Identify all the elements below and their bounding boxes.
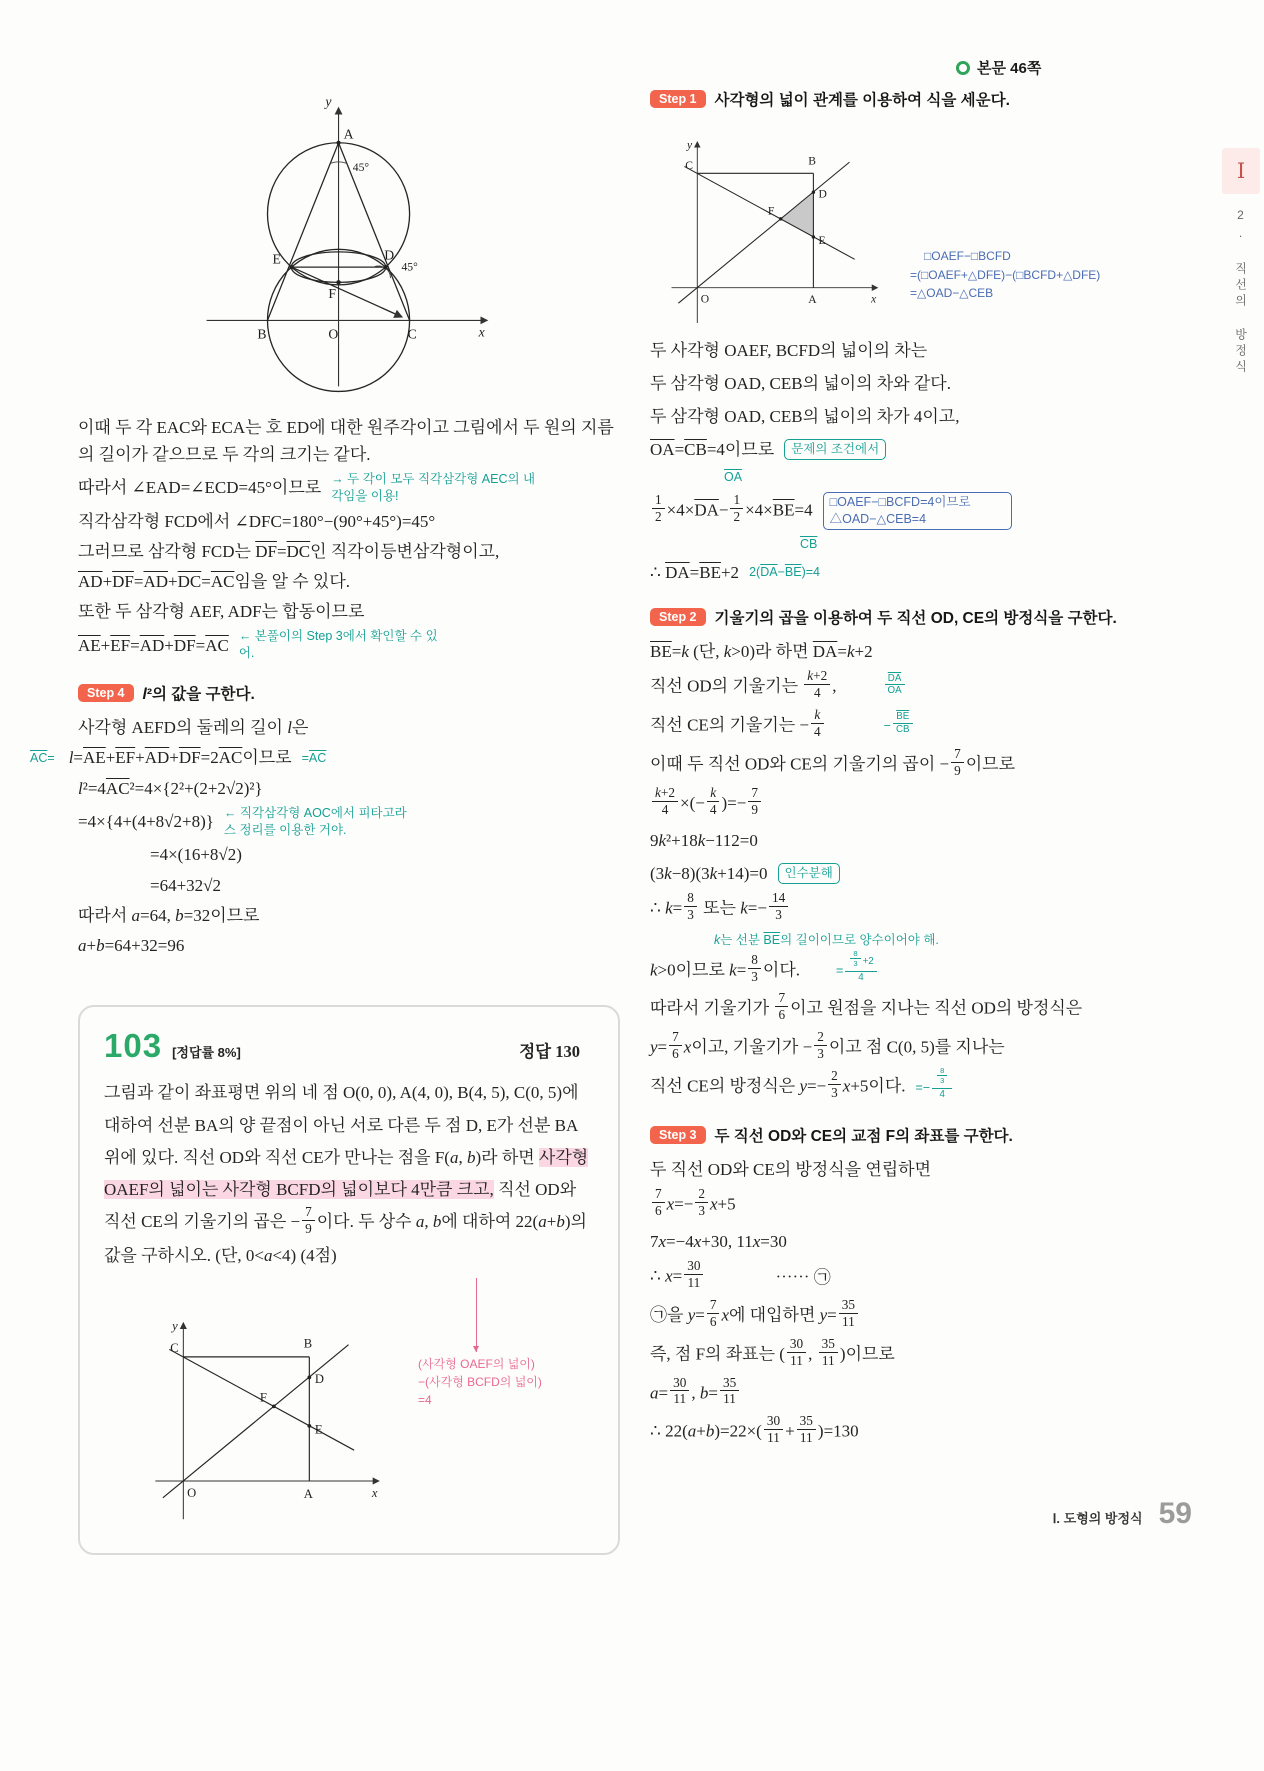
point-label-D: D <box>314 1371 325 1386</box>
solution-line: $\overline{AE}+\overline{EF}=\overline{AD}+\overline{DF}=\overline{AC}$ <box>78 635 229 655</box>
math-line: ∴ 22(a+b)=22×( $\frac{30}{11}$ + $\frac{35}{11}$ )=130 <box>650 1413 859 1446</box>
math-line: $\frac{7}{6}$ x=− $\frac{2}{3}$ x+5 <box>650 1189 1198 1222</box>
point-label-O: O <box>328 326 339 342</box>
math-line: ∴ x= $\frac{30}{11}$ <box>650 1261 705 1294</box>
point-label-E: E <box>818 233 826 247</box>
annotation: → 두 각이 모두 직각삼각형 AEC의 내각임을 이용! <box>331 471 536 503</box>
annotation: $\frac{\overline{DA}}{OA}$ <box>883 676 907 700</box>
point-label-B: B <box>303 1336 313 1351</box>
math-line: a= $\frac{30}{11}$ , b= $\frac{35}{11}$ <box>650 1378 1198 1411</box>
pink-arrow <box>476 1278 478 1352</box>
step2-badge: Step 2 <box>650 608 706 626</box>
point-label-E: E <box>272 251 281 267</box>
step4-badge: Step 4 <box>78 684 134 702</box>
note-line: =(□OAEF+△DFE)−(□BCFD+△DFE) <box>910 267 1101 282</box>
area-note-line: −(사각형 BCFD의 넓이) <box>418 1375 542 1390</box>
math-line: $\overline{OA}=\overline{CB}=4$이므로 <box>650 440 775 460</box>
point-label-F: F <box>259 1390 267 1405</box>
solution-line: 따라서 ∠EAD=∠ECD=45°이므로 <box>78 478 322 498</box>
angle-label-d: 45° <box>401 260 418 274</box>
math-line: 직선 CE의 기울기는 − $\frac{k}{4}$ <box>650 710 826 743</box>
note-line: =△OAD−△CEB <box>910 286 994 301</box>
point-label-C: C <box>407 326 417 342</box>
left-column <box>30 88 620 1555</box>
solution-line: 두 삼각형 OAD, CEB의 넓이의 차가 4이고, <box>650 407 960 427</box>
problem-text: 그림과 같이 좌표평면 위의 네 점 O(0, 0), A(4, 0), B(4, 5), C(0, 5)에 대하여 선분 BA의 양 끝점이 아닌 서로 다른 두 점 D, E가 선분 BA 위에 있다. 직선 OD와 직선 CE가 만나는 점을 F(a, b)라 하면 <box>104 1083 579 1167</box>
target-icon <box>956 61 970 75</box>
point-label-O: O <box>187 1485 197 1500</box>
point-label-F: F <box>328 286 337 302</box>
point-label-A: A <box>303 1486 313 1501</box>
figure-coordinate-problem <box>132 1299 412 1528</box>
solution-line: 따라서 a=64, b=32이므로 <box>78 905 260 925</box>
point-label-D: D <box>384 247 395 263</box>
area-difference-note <box>418 1278 542 1409</box>
step1-figure-row <box>650 120 1198 331</box>
axis-label-y: y <box>686 138 693 152</box>
annotation: $\overline{AC}=$ <box>30 750 55 765</box>
math-line: 이때 두 직선 OD와 CE의 기울기의 곱이 − $\frac{7}{9}$ 이므로 <box>650 745 1016 778</box>
point-label-B: B <box>257 326 267 342</box>
step3-heading <box>650 1124 1198 1146</box>
figure-two-circles-wrap <box>168 92 620 402</box>
axis-label-x: x <box>478 324 485 340</box>
solution-line: 직각삼각형 FCD에서 ∠DFC=180°−(90°+45°)=45° <box>78 511 436 531</box>
annotation: k는 선분 $\overline{BE}$의 길이이므로 양수이어야 해. <box>714 932 939 947</box>
figure-two-circles <box>168 92 503 397</box>
axis-label-y: y <box>325 94 332 110</box>
page-reference <box>956 57 1041 78</box>
point-label-A: A <box>343 126 354 142</box>
math-line: 9k²+18k−112=0 <box>650 830 758 850</box>
page-footer <box>0 1497 1192 1531</box>
axis-label-x: x <box>871 292 877 306</box>
math-line: 직선 OD의 기울기는 $\frac{k+2}{4}$ , <box>650 668 837 701</box>
annotation: ← 본풀이의 Step 3에서 확인할 수 있어. <box>238 629 438 661</box>
math-line: y= $\frac{7}{6}$ x이고, 기울기가 − $\frac{2}{3}$ 이고 점 C(0, 5)를 지나는 <box>650 1029 1005 1062</box>
math-line: 즉, 점 F의 좌표는 ( $\frac{30}{11}$ , $\frac{35}{11}$ )이므로 <box>650 1335 895 1368</box>
annotation: ← 직각삼각형 AOC에서 피타고라스 정리를 이용한 거야. <box>223 805 407 837</box>
math-line: $\frac{k+2}{4}$ ×(− $\frac{k}{4}$ )=− $\frac{7}{9}$ <box>650 788 1198 821</box>
math-line: k>0이므로 k= $\frac{8}{3}$ 이다. <box>650 951 801 984</box>
solution-line: 그러므로 삼각형 FCD는 $\overline{DF}=\overline{DC}$인 직각이등변삼각형이고, <box>78 541 500 561</box>
chapter-tab-label: 2. 직선의 방정식 <box>1233 208 1248 376</box>
solution-line: 두 삼각형 OAD, CEB의 넓이의 차와 같다. <box>650 373 951 393</box>
math-line: $l^2=4\overline{AC}^2=4\times\{2^2+(2+2√2)^2\}$ <box>78 778 263 798</box>
solution-paragraph: 이때 두 각 EAC와 ECA는 호 ED에 대한 원주각이고 그림에서 두 원의 지름의 길이가 같으므로 두 각의 크기는 같다. <box>78 417 614 464</box>
problem-body <box>104 1077 594 1272</box>
annotation: $=\overline{AC}$ <box>301 750 327 765</box>
math-line: =64+32√2 <box>150 875 222 895</box>
math-line: $l=\overline{AE}+\overline{EF}+\overline{AD}+\overline{DF}=2\overline{AC}$이므로 <box>68 748 292 768</box>
problem-header <box>104 1027 594 1065</box>
solution-line: $\overline{AD}+\overline{DF}=\overline{AD}+\overline{DC}=\overline{AC}$임을 알 수 있다. <box>78 572 351 592</box>
math-line: =4×{4+(4+8√2+8)} <box>78 812 214 831</box>
point-label-F: F <box>767 204 775 218</box>
point-label-D: D <box>818 187 827 201</box>
solution-line: 사각형 AEFD의 둘레의 길이 l은 <box>78 718 309 738</box>
solution-line: 두 직선 OD와 CE의 방정식을 연립하면 <box>650 1159 932 1179</box>
point-label-B: B <box>808 154 816 168</box>
right-column <box>650 88 1198 1455</box>
problem-figure-row <box>104 1278 594 1527</box>
annotation: $2(\overline{DA}-\overline{BE})=4$ <box>749 565 820 580</box>
point-label-E: E <box>314 1421 323 1436</box>
problem-number: 103 <box>104 1027 163 1065</box>
annotation: 문제의 조건에서 <box>784 439 886 460</box>
math-line: a+b=64+32=96 <box>78 936 185 956</box>
annotation: $\overline{CB}$ <box>800 537 818 552</box>
math-line: $\overline{BE}=k$ (단, k>0)라 하면 $\overline{DA}=k+2$ <box>650 642 873 662</box>
annotation: = $\frac{8}{3}$ +2 4 <box>836 955 879 987</box>
point-label-O: O <box>700 292 710 306</box>
equation-tag: ⋯⋯ ㉠ <box>775 1267 831 1287</box>
solution-line: 또한 두 삼각형 AEF, ADF는 합동이므로 <box>78 602 365 622</box>
step1-title: 사각형의 넓이 관계를 이용하여 식을 세운다. <box>714 92 1010 109</box>
math-line: =4×(16+8√2) <box>150 845 242 865</box>
chapter-tab <box>1220 148 1262 376</box>
footer-page-number: 59 <box>1158 1497 1192 1530</box>
step3-title: 두 직선 OD와 CE의 교점 F의 좌표를 구한다. <box>714 1127 1013 1145</box>
step3-badge: Step 3 <box>650 1126 706 1144</box>
figure-coordinate-solution <box>650 120 908 331</box>
point-label-C: C <box>685 159 693 173</box>
axis-label-x: x <box>371 1485 378 1500</box>
area-identity-note <box>910 247 1100 303</box>
math-line: 따라서 기울기가 $\frac{7}{6}$ 이고 원점을 지나는 직선 OD의 방정식은 <box>650 990 1083 1023</box>
math-line: (3k−8)(3k+14)=0 <box>650 863 768 883</box>
math-line: ∴ $\overline{DA}=\overline{BE}+2$ <box>650 562 740 582</box>
area-equation-block <box>650 469 1198 553</box>
problem-correct-rate: [정답률 8%] <box>172 1045 241 1061</box>
page-reference-text: 본문 46쪽 <box>977 60 1042 77</box>
step4-title: l²의 값을 구한다. <box>142 686 255 704</box>
area-note-line: =4 <box>418 1393 432 1408</box>
chapter-roman-numeral: Ⅰ <box>1222 148 1260 194</box>
math-line: 직선 CE의 방정식은 y=− $\frac{2}{3}$ x+5이다. <box>650 1068 906 1100</box>
math-line: $\frac{1}{2}$ $\times 4\times\overline{DA}-$ $\frac{1}{2}$ $\times 4\times\overline{BE}=4$ <box>650 495 813 528</box>
math-line: 7x=−4x+30, 11x=30 <box>650 1231 787 1251</box>
point-label-A: A <box>808 293 817 307</box>
annotation: − $\frac{\overline{BE}}{CB}$ <box>884 714 915 738</box>
annotation: $\overline{OA}$ <box>724 470 743 485</box>
note-line: □OAEF−□BCFD <box>924 248 1011 263</box>
step4-heading <box>78 682 620 704</box>
math-line: ∴ k= $\frac{8}{3}$ 또는 k=− $\frac{14}{3}$ <box>650 893 1198 926</box>
step1-badge: Step 1 <box>650 90 706 108</box>
solution-line: 두 사각형 OAEF, BCFD의 넓이의 차는 <box>650 340 928 360</box>
annotation: 인수분해 <box>778 863 840 884</box>
step2-heading <box>650 606 1198 628</box>
problem-answer: 정답 130 <box>519 1042 580 1062</box>
step1-heading <box>650 88 1198 110</box>
angle-label-a: 45° <box>352 161 370 175</box>
annotation: □OAEF−□BCFD=4이므로 △OAD−△CEB=4 <box>823 492 1012 530</box>
problem-text: 직선 OD와 직선 CE의 기울기의 곱은 − $\frac{7}{9}$ 이다. 두 상수 a, b에 대하여 22(a+b)의 값을 구하시오. (단, 0<a<4) (4점) <box>104 1180 587 1265</box>
footer-section-title: Ⅰ. 도형의 방정식 <box>1052 1511 1143 1526</box>
problem-text-highlighted: 사각형 OAEF의 넓이는 사각형 BCFD의 넓이보다 4만큼 크고, <box>104 1147 589 1200</box>
math-line: ㉠을 y= $\frac{7}{6}$ x에 대입하면 y= $\frac{35}{11}$ <box>650 1300 1198 1333</box>
step2-title: 기울기의 곱을 이용하여 두 직선 OD, CE의 방정식을 구한다. <box>714 610 1117 628</box>
point-label-C: C <box>170 1340 179 1355</box>
axis-label-y: y <box>172 1318 178 1333</box>
problem-103-box <box>78 1005 620 1555</box>
area-note-line: (사각형 OAEF의 넓이) <box>418 1357 535 1372</box>
annotation: =− $\frac{\frac{8}{3}}{4}$ <box>916 1072 955 1104</box>
